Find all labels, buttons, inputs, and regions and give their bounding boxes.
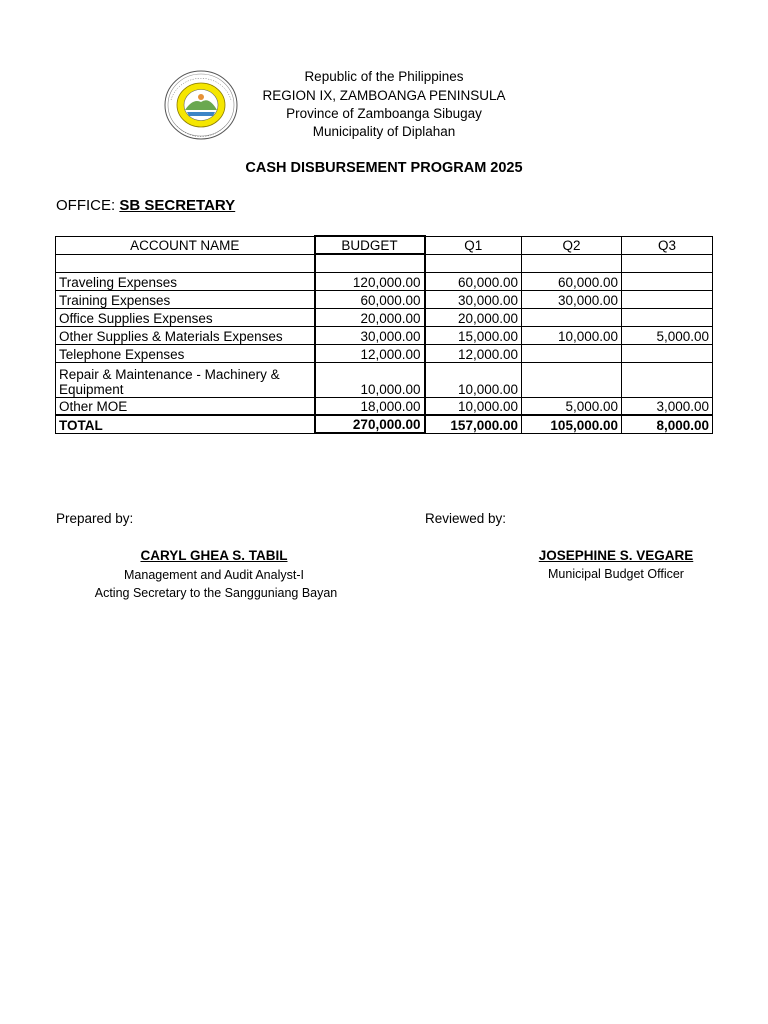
prepared-by-position-2: Acting Secretary to the Sangguniang Bayan xyxy=(94,586,338,600)
table-row xyxy=(56,344,713,362)
table-row xyxy=(56,308,713,326)
header-region: REGION IX, ZAMBOANGA PENINSULA xyxy=(262,88,506,103)
q1-cell: 15,000.00 xyxy=(425,326,522,344)
q3-cell xyxy=(622,362,713,397)
q3-cell xyxy=(622,344,713,362)
header-municipality: Municipality of Diplahan xyxy=(312,124,456,139)
reviewed-by-name: JOSEPHINE S. VEGARE xyxy=(538,548,694,563)
budget-cell: 20,000.00 xyxy=(315,308,425,326)
table-total-row xyxy=(56,415,713,433)
budget-cell: 12,000.00 xyxy=(315,344,425,362)
q2-cell xyxy=(522,362,622,397)
q3-cell xyxy=(622,290,713,308)
q2-cell xyxy=(522,308,622,326)
q2-cell: 10,000.00 xyxy=(522,326,622,344)
account-name-line: Repair & Maintenance - Machinery & xyxy=(59,366,280,382)
q2-cell xyxy=(522,344,622,362)
q3-cell xyxy=(622,308,713,326)
col-header-account-name: ACCOUNT NAME xyxy=(56,236,315,254)
header-republic: Republic of the Philippines xyxy=(304,69,464,84)
q3-cell: 5,000.00 xyxy=(622,326,713,344)
account-name-cell: Training Expenses xyxy=(56,290,315,308)
budget-cell: 120,000.00 xyxy=(315,272,425,290)
table-row xyxy=(56,326,713,344)
total-q2-cell: 105,000.00 xyxy=(522,415,622,433)
prepared-by-position: Management and Audit Analyst-I xyxy=(124,568,304,582)
table-cell xyxy=(425,254,522,272)
table-cell xyxy=(622,254,713,272)
account-name-cell xyxy=(56,362,315,397)
table-cell xyxy=(56,254,315,272)
office-line xyxy=(56,197,235,214)
table-row xyxy=(56,290,713,308)
q1-cell: 12,000.00 xyxy=(425,344,522,362)
q3-cell: 3,000.00 xyxy=(622,397,713,415)
office-label: OFFICE: xyxy=(56,197,116,214)
q2-cell: 5,000.00 xyxy=(522,397,622,415)
total-q3-cell: 8,000.00 xyxy=(622,415,713,433)
prepared-by-label: Prepared by: xyxy=(56,511,134,526)
col-header-q1: Q1 xyxy=(425,236,522,254)
q1-cell: 20,000.00 xyxy=(425,308,522,326)
total-budget-cell: 270,000.00 xyxy=(315,415,425,433)
q1-cell: 60,000.00 xyxy=(425,272,522,290)
q1-cell: 10,000.00 xyxy=(425,397,522,415)
table-cell xyxy=(522,254,622,272)
reviewed-by-label: Reviewed by: xyxy=(425,511,507,526)
budget-cell: 30,000.00 xyxy=(315,326,425,344)
q3-cell xyxy=(622,272,713,290)
reviewed-by-position: Municipal Budget Officer xyxy=(548,567,684,581)
header-province: Province of Zamboanga Sibugay xyxy=(286,106,482,121)
table-header-row xyxy=(56,236,713,254)
account-name-cell: Other MOE xyxy=(56,397,315,415)
account-name-cell: Office Supplies Expenses xyxy=(56,308,315,326)
table-row xyxy=(56,272,713,290)
q2-cell: 30,000.00 xyxy=(522,290,622,308)
table-row xyxy=(56,362,713,397)
table-row-blank xyxy=(56,254,713,272)
q1-cell: 30,000.00 xyxy=(425,290,522,308)
account-name-line: Equipment xyxy=(59,381,124,397)
disbursement-table xyxy=(55,235,713,434)
prepared-by-name: CARYL GHEA S. TABIL xyxy=(140,548,288,563)
budget-cell: 60,000.00 xyxy=(315,290,425,308)
table-row xyxy=(56,397,713,415)
q1-cell: 10,000.00 xyxy=(425,362,522,397)
budget-cell: 10,000.00 xyxy=(315,362,425,397)
account-name-cell: Traveling Expenses xyxy=(56,272,315,290)
col-header-q2: Q2 xyxy=(522,236,622,254)
total-label-cell: TOTAL xyxy=(56,415,315,433)
col-header-budget: BUDGET xyxy=(315,236,425,254)
q2-cell: 60,000.00 xyxy=(522,272,622,290)
document-title: CASH DISBURSEMENT PROGRAM 2025 xyxy=(245,160,523,176)
table-cell xyxy=(315,254,425,272)
budget-cell: 18,000.00 xyxy=(315,397,425,415)
account-name-cell: Other Supplies & Materials Expenses xyxy=(56,326,315,344)
office-value: SB SECRETARY xyxy=(119,197,236,214)
total-q1-cell: 157,000.00 xyxy=(425,415,522,433)
account-name-cell: Telephone Expenses xyxy=(56,344,315,362)
col-header-q3: Q3 xyxy=(622,236,713,254)
